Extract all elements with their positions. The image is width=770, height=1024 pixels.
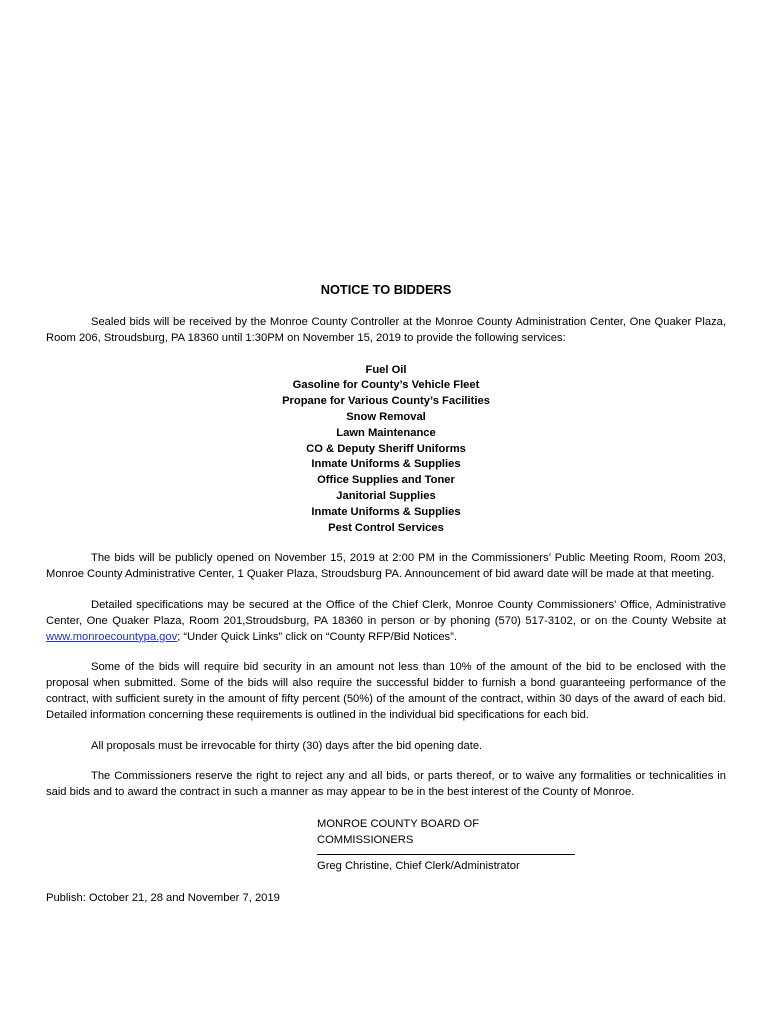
service-item: Inmate Uniforms & Supplies [311, 505, 461, 518]
service-item: Propane for Various County’s Facilities [282, 395, 490, 408]
service-item: CO & Deputy Sheriff Uniforms [306, 442, 466, 455]
specifications-text-end: ; “Under Quick Links” click on “County RFP/Bid Notices”. [177, 630, 457, 643]
notice-title: NOTICE TO BIDDERS [320, 282, 452, 297]
specifications-paragraph [46, 598, 726, 645]
service-item: Pest Control Services [328, 521, 444, 534]
service-item: Lawn Maintenance [336, 426, 436, 439]
signer-name: Greg Christine, Chief Clerk/Administrator [317, 859, 520, 872]
specifications-text: Detailed specifications may be secured at the Office of the Chief Clerk, Monroe County Commissioners’ Office, Administrative Center, One Quaker Plaza, Room 201,Stroudsburg, PA 18360 in person or by phoning (570) 517-3102, or on the County Website at [46, 598, 726, 627]
service-item: Office Supplies and Toner [317, 474, 455, 487]
services-list [46, 363, 726, 537]
service-item: Janitorial Supplies [336, 489, 436, 502]
publish-dates: Publish: October 21, 28 and November 7, 2019 [46, 891, 280, 904]
service-item: Inmate Uniforms & Supplies [311, 458, 461, 471]
opening-paragraph: The bids will be publicly opened on November 15, 2019 at 2:00 PM in the Commissioners’ Public Meeting Room, Room 203, Monroe County Administrative Center, 1 Quaker Plaza, Stroudsburg PA. Announcement of bid award date will be made at that meeting. [46, 552, 726, 581]
irrevocable-paragraph: All proposals must be irrevocable for thirty (30) days after the bid opening date. [91, 739, 483, 752]
county-website-link[interactable]: www.monroecountypa.gov [46, 630, 178, 643]
signature-block [317, 817, 577, 875]
signature-line [317, 854, 575, 855]
board-name: MONROE COUNTY BOARD OF COMMISSIONERS [317, 817, 480, 846]
service-item: Snow Removal [346, 410, 426, 423]
bid-security-paragraph: Some of the bids will require bid security in an amount not less than 10% of the amount of the bid to be enclosed with the proposal when submitted. Some of the bids will also require the successful bidder to furnish a bond guaranteeing performance of the contract, with sufficient surety in the amount of fifty percent (50%) of the amount of the contract, within 30 days of the award of each bid. Detailed information concerning these requirements is outlined in the individual bid specifications for each bid. [46, 661, 726, 721]
notice-body [46, 282, 726, 907]
service-item: Gasoline for County’s Vehicle Fleet [292, 379, 480, 392]
service-item: Fuel Oil [365, 363, 407, 376]
reserve-rights-paragraph: The Commissioners reserve the right to reject any and all bids, or parts thereof, or to waive any formalities or technicalities in said bids and to award the contract in such a manner as may appear to be in the best interest of the County of Monroe. [46, 770, 726, 799]
intro-paragraph: Sealed bids will be received by the Monroe County Controller at the Monroe County Administration Center, One Quaker Plaza, Room 206, Stroudsburg, PA 18360 until 1:30PM on November 15, 2019 to provide the following services: [46, 316, 726, 344]
